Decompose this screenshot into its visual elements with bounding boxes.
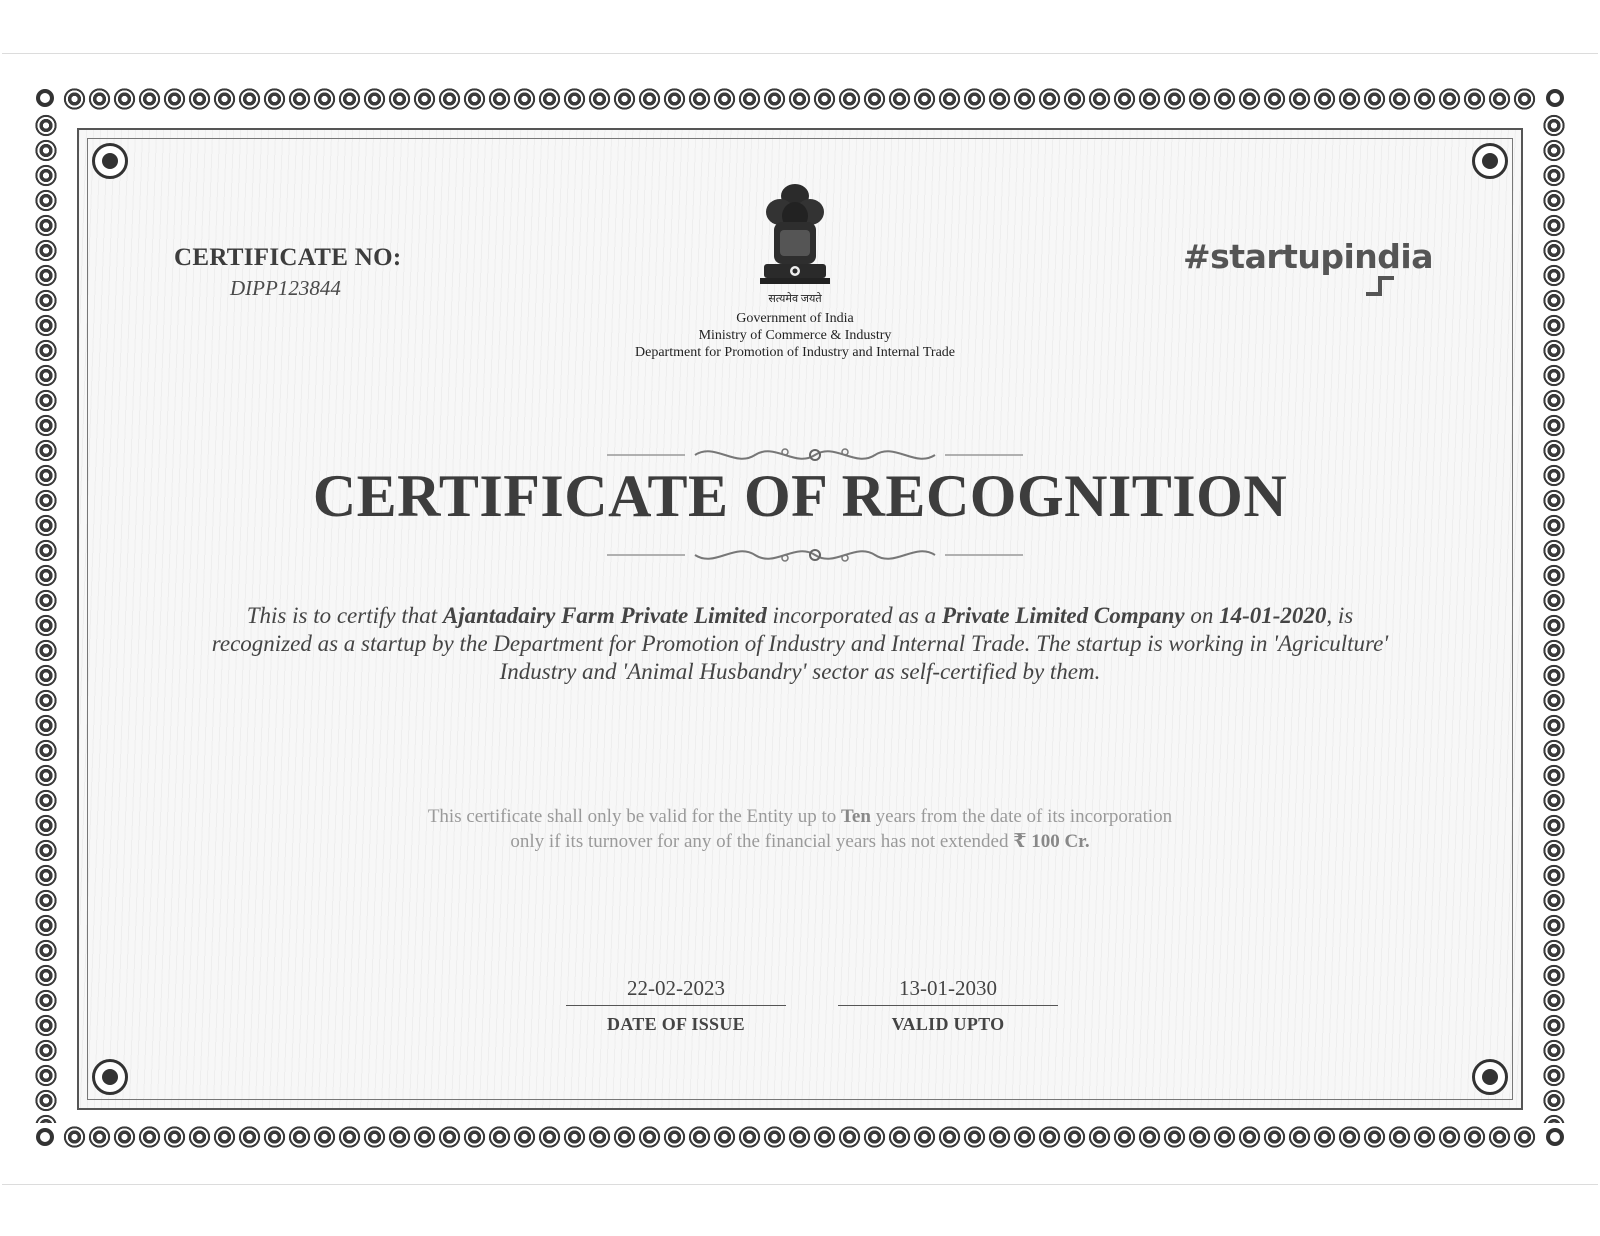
ornamental-border-left <box>33 113 59 1123</box>
issuer-line-department: Department for Promotion of Industry and Internal Trade <box>635 345 955 360</box>
corner-ring-icon <box>92 143 128 179</box>
valid-upto-label: VALID UPTO <box>891 1014 1005 1034</box>
validity-years: Ten <box>840 806 871 827</box>
certification-statement <box>200 602 1400 686</box>
date-of-issue-label: DATE OF ISSUE <box>607 1014 745 1034</box>
border-corner-knot <box>1546 89 1564 107</box>
valid-upto-block <box>838 976 1058 1035</box>
validity-note <box>330 804 1270 854</box>
corner-ring-icon <box>1472 143 1508 179</box>
flourish-bottom-icon <box>605 540 1025 570</box>
border-corner-knot <box>36 1128 54 1146</box>
issuer-line-government: Government of India <box>736 311 854 326</box>
validity-text: This certificate shall only be valid for the Entity up to <box>427 806 841 827</box>
corner-ring-icon <box>1472 1059 1508 1095</box>
border-corner-knot <box>36 89 54 107</box>
statement-text: incorporated as a <box>766 603 942 628</box>
incorporation-date: 14-01-2020 <box>1219 603 1327 628</box>
company-name: Ajantadairy Farm Private Limited <box>442 603 767 628</box>
statement-text: on <box>1184 603 1220 628</box>
certificate-number-value: DIPP123844 <box>230 276 341 300</box>
turnover-limit: ₹ 100 Cr. <box>1013 831 1090 852</box>
issuer-block <box>560 293 1030 361</box>
emblem-motto: सत्यमेव जयते <box>768 293 822 305</box>
corner-ring-icon <box>92 1059 128 1095</box>
company-type: Private Limited Company <box>941 603 1185 628</box>
certificate-number-label: CERTIFICATE NO: <box>174 244 402 271</box>
logo-step-icon <box>1366 274 1396 296</box>
ornamental-border-right <box>1541 113 1567 1123</box>
date-of-issue-block <box>566 976 786 1035</box>
certificate-title: CERTIFICATE OF RECOGNITION <box>312 463 1288 529</box>
border-corner-knot <box>1546 1128 1564 1146</box>
issuer-line-ministry: Ministry of Commerce & Industry <box>698 328 892 343</box>
date-of-issue-value: 22-02-2023 <box>566 976 786 1006</box>
validity-text: years from the date of its incorporation <box>870 806 1173 827</box>
statement-text: , is recognized as a startup by the Department for Promotion of Industry and Internal Trade. The startup is working in 'Agriculture' Industry and 'Animal Husbandry' sector as self-certified by them. <box>211 603 1389 684</box>
validity-text: only if its turnover for any of the financial years has not extended <box>510 831 1014 852</box>
ornamental-border-bottom <box>62 1124 1538 1150</box>
startupindia-logo: #startupindia <box>1183 237 1434 276</box>
national-emblem-icon <box>750 182 840 302</box>
statement-text: This is to certify that <box>246 603 443 628</box>
ornamental-border-top <box>62 86 1538 112</box>
valid-upto-value: 13-01-2030 <box>838 976 1058 1006</box>
